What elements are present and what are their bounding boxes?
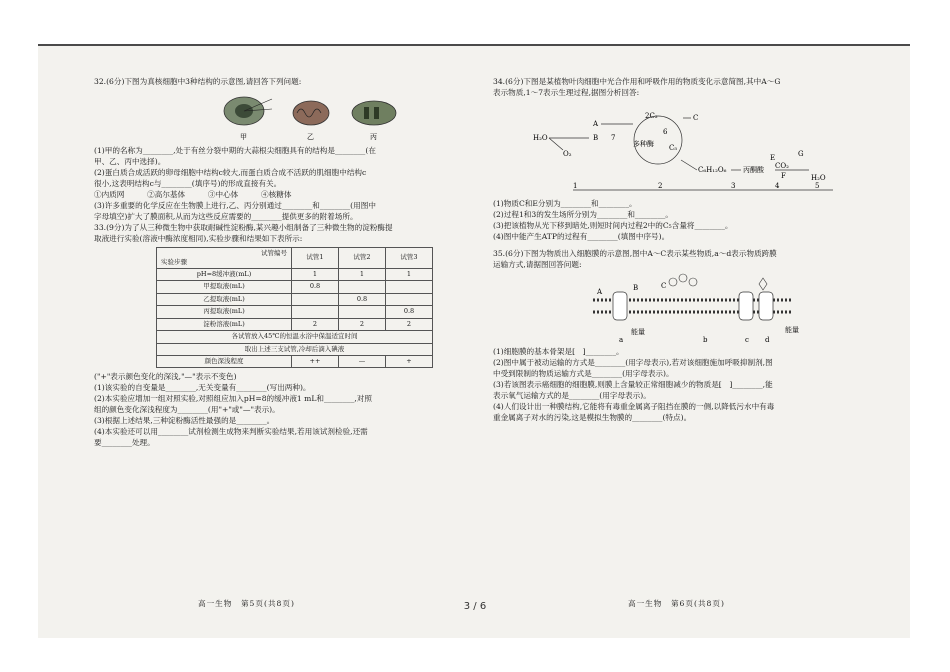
table-cell: 2: [339, 318, 386, 330]
table-row: [157, 293, 433, 305]
diag-2c3: 2C₃: [645, 112, 658, 120]
diag-o2: O₂: [563, 150, 572, 158]
q32-line-1: (1)甲的名称为________,处于有丝分裂中期的大蒜根尖细胞具有的结构是________(在: [94, 146, 376, 155]
table-cell: [339, 281, 386, 293]
table-cell: [386, 293, 433, 305]
table-cell: 2: [386, 318, 433, 330]
table-row: [157, 306, 433, 318]
diag-c: C: [693, 114, 699, 122]
membrane-label-a: a: [619, 336, 624, 344]
table-corner: [157, 248, 292, 269]
diag-4: 4: [775, 182, 780, 190]
table-cell: [339, 306, 386, 318]
table-cell: +: [386, 355, 433, 367]
metabolism-diagram: [493, 98, 885, 198]
q32-line-5: ①内质网 ②高尔基体 ③中心体 ④核糖体: [94, 190, 292, 199]
table-cell: [386, 281, 433, 293]
table-span-row: 取出上述三支试管,冷却后滴入碘液: [157, 343, 433, 355]
table-row: [157, 318, 433, 330]
q32-title: 32.(6分)下图为真核细胞中3种结构的示意图,请回答下列问题:: [94, 77, 302, 86]
table-row: [157, 281, 433, 293]
experiment-table: [156, 247, 433, 368]
diag-enzymes: 多种酶: [633, 140, 654, 148]
diag-f: F: [781, 172, 786, 180]
q35-after-5: 表示氧气运输方式的是________(用字母表示)。: [493, 391, 651, 400]
table-row: [157, 331, 433, 343]
row-label: 乙提取液(mL): [157, 293, 292, 305]
page-indicator: 3 / 6: [463, 601, 487, 612]
diag-5: 5: [815, 182, 820, 190]
membrane-label-c: c: [745, 336, 749, 344]
left-page: [94, 76, 484, 448]
fig-label-yi: 乙: [307, 133, 314, 141]
fig-label-bing: 丙: [370, 133, 377, 141]
q33-after-3: (2)本实验应增加一组对照实验,对照组应加入pH=8的缓冲液1 mL和________,对照: [94, 394, 372, 404]
membrane-energy-2: 能量: [785, 326, 799, 334]
organelle-figure: [94, 87, 484, 145]
q33-after-7: 要________处理。: [94, 438, 155, 448]
q33-after-5: (3)根据上述结果,三种淀粉酶活性最强的是________。: [94, 416, 275, 426]
q35-line-1: 35.(6分)下图为物质出入细胞膜的示意图,图中A～C表示某些物质,a～d表示物质跨膜: [493, 249, 777, 258]
table-cell: 1: [339, 269, 386, 281]
corner-bottom: 实验步骤: [161, 257, 187, 266]
membrane-label-d: d: [765, 336, 770, 344]
q32-line-4: 很小,这表明结构c与________(填序号)的形成直接有关。: [94, 179, 282, 188]
q33-after-2: (1)该实验的自变量是________,无关变量有________(写出两种)。: [94, 383, 311, 393]
q32-line-2: 甲、乙、丙中选择)。: [94, 157, 166, 166]
diag-b: B: [593, 134, 599, 142]
diag-h2o-right: H₂O: [811, 174, 826, 182]
q34-after-1: (1)物质C和E分别为________和________。: [493, 199, 637, 208]
diag-h2o-left: H₂O: [533, 134, 548, 142]
table-row: [157, 343, 433, 355]
diag-g: G: [798, 150, 804, 158]
row-label: pH=8缓冲液(mL): [157, 269, 292, 281]
diag-pyruvate: 丙酮酸: [743, 166, 764, 174]
table-cell: 0.8: [339, 293, 386, 305]
table-cell: ++: [292, 355, 339, 367]
diag-6: 6: [663, 128, 668, 136]
corner-top: 试管编号: [261, 249, 287, 257]
membrane-a: A: [597, 288, 603, 296]
table-row: [157, 355, 433, 367]
table-cell: —: [339, 355, 386, 367]
table-cell: 0.8: [386, 306, 433, 318]
membrane-label-b: b: [703, 336, 708, 344]
table-cell: [292, 306, 339, 318]
table-cell: [292, 293, 339, 305]
protein-channel: [759, 292, 773, 320]
col-header: 试管1: [292, 248, 339, 269]
col-header: 试管2: [339, 248, 386, 269]
membrane-c: C: [661, 282, 667, 290]
q33-after-1: ("+"表示颜色变化的深浅,"—"表示不变色): [94, 372, 237, 382]
q35-after-1: (1)细胞膜的基本骨架是[ ]________。: [493, 347, 624, 356]
diag-e: E: [770, 154, 776, 162]
diag-c5: C₅: [669, 144, 678, 152]
q32-line-3: (2)蛋白质合成活跃的卵母细胞中结构c较大,而蛋白质合成不活跃的肌细胞中结构c: [94, 168, 367, 177]
table-row: [157, 269, 433, 281]
right-page: [493, 76, 885, 423]
q35-after-2: (2)图中属于被动运输的方式是________(用字母表示),若对该细胞施加呼吸抑制剂,图: [493, 358, 773, 367]
q33-after-6: (4)本实验还可以用________试剂检测生成物来判断实验结果,若用该试剂检验,还需: [94, 427, 368, 437]
q35-after-3: 中受到限制的物质运输方式是________(用字母表示)。: [493, 369, 674, 378]
mitochondrion-drawing: [293, 101, 329, 125]
row-label: 颜色深浅程度: [157, 355, 292, 367]
diag-3: 3: [731, 182, 736, 190]
diag-1: 1: [573, 182, 578, 190]
q34-line-2: 表示物质,1～7表示生理过程,据图分析回答:: [493, 88, 640, 97]
scanned-spread: [38, 44, 910, 638]
q34-after-2: (2)过程1和3的发生场所分别为________和________。: [493, 210, 673, 219]
q34-after-3: (3)把该植物从光下移到暗处,则短时间内过程2中的C₅含量将________。: [493, 221, 733, 230]
membrane-energy-1: 能量: [631, 328, 645, 336]
q35-after-4: (3)若该图表示癌细胞的细胞膜,则膜上含量较正常细胞减少的物质是[ ]________,能: [493, 380, 773, 389]
table-cell: 1: [292, 269, 339, 281]
protein-channel: [613, 292, 627, 320]
membrane-b: B: [633, 284, 639, 292]
q33-line-1: 33.(9分)为了从三种微生物中获取耐碱性淀粉酶,某兴趣小组制备了三种微生物的淀粉酶提: [94, 223, 393, 232]
diag-7: 7: [611, 134, 616, 142]
q32-line-7: 字母填空)扩大了膜面积,从而为这些反应需要的________提供更多的附着场所。: [94, 212, 358, 221]
q33-line-2: 取液进行实验(溶液中酶浓度相同),实验步骤和结果如下表所示:: [94, 234, 303, 243]
diag-glucose: C₆H₁₂O₆: [698, 166, 727, 174]
row-label: 丙提取液(mL): [157, 306, 292, 318]
row-label: 甲提取液(mL): [157, 281, 292, 293]
col-header: 试管3: [386, 248, 433, 269]
diag-co2: CO₂: [775, 162, 789, 170]
fig-label-jia: 甲: [240, 133, 247, 141]
q33-after-4: 组的颜色变化深浅程度为________(用"+"或"—"表示)。: [94, 405, 280, 415]
membrane-diagram: [493, 270, 885, 346]
q32-line-6: (3)许多重要的化学反应在生物膜上进行,乙、丙分别通过________和________(用图中: [94, 201, 376, 210]
left-footer: 高一生物 第5页(共8页): [198, 599, 295, 608]
row-label: 淀粉溶液(mL): [157, 318, 292, 330]
diag-2: 2: [658, 182, 663, 190]
table-span-row: 各试管放入45℃的恒温水浴中保温适宜时间: [157, 331, 433, 343]
table-cell: 0.8: [292, 281, 339, 293]
q35-after-6: (4)人们设计出一种膜结构,它能将有毒重金属离子阻挡在膜的一侧,以降低污水中有毒: [493, 402, 775, 411]
table-cell: 2: [292, 318, 339, 330]
q34-line-1: 34.(6分)下图是某植物叶肉细胞中光合作用和呼吸作用的物质变化示意简图,其中A～G: [493, 77, 781, 86]
right-footer: 高一生物 第6页(共8页): [628, 599, 725, 608]
q35-after-7: 重金属离子对水的污染,这是模拟生物膜的________(特点)。: [493, 413, 692, 422]
table-cell: 1: [386, 269, 433, 281]
protein-channel: [739, 292, 753, 320]
q35-line-2: 运输方式,请据图回答问题:: [493, 260, 582, 269]
diag-a: A: [593, 120, 599, 128]
q34-after-4: (4)图中能产生ATP的过程有________(填图中序号)。: [493, 232, 670, 241]
